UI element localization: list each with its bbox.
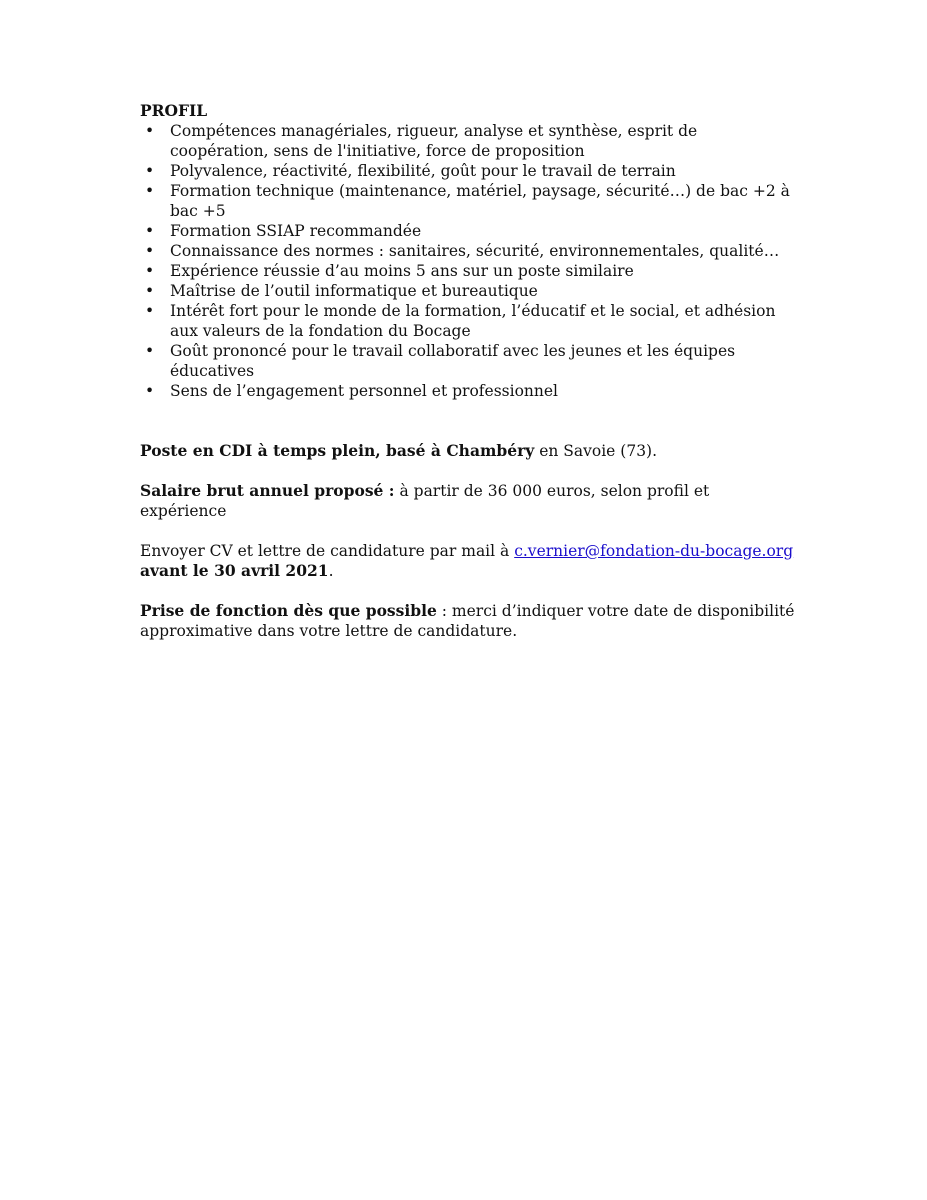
position-bold-text: Poste en CDI à temps plein, basé à Chambéry (140, 441, 535, 460)
start-text: : merci d’indiquer votre date de disponibilité approximative dans votre lettre de candidature. (140, 602, 795, 640)
list-item-text: Maîtrise de l’outil informatique et bureautique (170, 282, 538, 300)
list-item-text: Intérêt fort pour le monde de la formation, l’éducatif et le social, et adhésion aux valeurs de la fondation du Bocage (170, 302, 776, 340)
list-item (140, 181, 800, 221)
bullet-icon: • (145, 122, 155, 140)
spacer (140, 521, 800, 541)
spacer (140, 581, 800, 601)
bullet-icon: • (145, 222, 155, 240)
list-item (140, 261, 800, 281)
list-item-text: Connaissance des normes : sanitaires, sécurité, environnementales, qualité… (170, 242, 780, 260)
list-item-text: Sens de l’engagement personnel et professionnel (170, 382, 558, 400)
list-item (140, 281, 800, 301)
profile-title: PROFIL (140, 101, 208, 120)
list-item (140, 241, 800, 261)
profile-list (140, 121, 800, 401)
deadline-bold-text: avant le 30 avril 2021 (140, 561, 329, 580)
deadline-end-text: . (328, 562, 334, 580)
email-link[interactable]: c.vernier@fondation-du-bocage.org (514, 542, 794, 560)
list-item (140, 301, 800, 341)
list-item-text: Expérience réussie d’au moins 5 ans sur un poste similaire (170, 262, 634, 280)
list-item (140, 121, 800, 161)
list-item-text: Formation technique (maintenance, matériel, paysage, sécurité…) de bac +2 à bac +5 (170, 182, 790, 220)
start-bold-text: Prise de fonction dès que possible (140, 601, 437, 620)
list-item (140, 161, 800, 181)
bullet-icon: • (145, 262, 155, 280)
list-item-text: Formation SSIAP recommandée (170, 222, 422, 240)
list-item (140, 221, 800, 241)
salary-paragraph (140, 481, 800, 521)
list-item (140, 341, 800, 381)
bullet-icon: • (145, 382, 155, 400)
salary-bold-text: Salaire brut annuel proposé : (140, 481, 395, 500)
list-item-text: Goût prononcé pour le travail collaboratif avec les jeunes et les équipes éducatives (170, 342, 736, 380)
start-paragraph (140, 601, 800, 641)
spacer (140, 461, 800, 481)
list-item-text: Polyvalence, réactivité, flexibilité, goût pour le travail de terrain (170, 162, 676, 180)
application-text: Envoyer CV et lettre de candidature par mail à (140, 542, 515, 560)
position-paragraph (140, 441, 800, 461)
position-text: en Savoie (73). (534, 442, 658, 460)
bullet-icon: • (145, 242, 155, 260)
bullet-icon: • (145, 282, 155, 300)
salary-text: à partir de 36 000 euros, selon profil et expérience (140, 482, 710, 520)
bullet-icon: • (145, 302, 155, 320)
list-item (140, 381, 800, 401)
document-content (140, 101, 800, 641)
application-paragraph (140, 541, 800, 581)
bullet-icon: • (145, 182, 155, 200)
bullet-icon: • (145, 162, 155, 180)
spacer (140, 401, 800, 441)
list-item-text: Compétences managériales, rigueur, analyse et synthèse, esprit de coopération, sens de l'initiative, force de proposition (170, 122, 698, 160)
bullet-icon: • (145, 342, 155, 360)
